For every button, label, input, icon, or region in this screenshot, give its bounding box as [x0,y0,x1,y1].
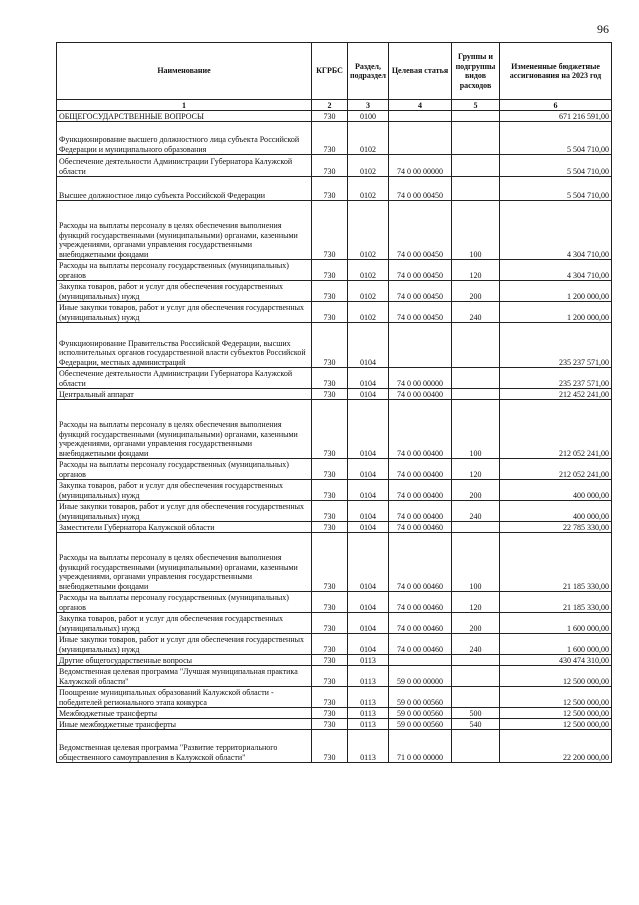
table-row [57,501,612,522]
cell-sum: 1 200 000,00 [500,281,612,302]
cell-name: Расходы на выплаты персоналу в целях обеспечения выполнения функций государственными (муниципальными) органами, казенными учреждениями, органами управления государственными внебюджетными фондами [57,400,312,459]
cell-vid [452,522,500,533]
cell-razdel: 0102 [348,260,389,281]
cell-sum: 430 474 310,00 [500,655,612,666]
cell-sum: 22 200 000,00 [500,730,612,763]
cell-vid [452,111,500,122]
cell-kgrbs: 730 [312,389,348,400]
cell-name: Обеспечение деятельности Администрации Губернатора Калужской области [57,368,312,389]
table-row [57,368,612,389]
cell-sum: 4 304 710,00 [500,260,612,281]
cell-name: Иные закупки товаров, работ и услуг для обеспечения государственных (муниципальных) нужд [57,501,312,522]
cell-name: Ведомственная целевая программа "Развитие территориального общественного самоуправления в Калужской области" [57,730,312,763]
table-row [57,111,612,122]
cell-cel: 74 0 00 00460 [389,634,452,655]
cell-razdel: 0113 [348,719,389,730]
table-row [57,480,612,501]
cell-vid: 200 [452,281,500,302]
cell-sum: 400 000,00 [500,501,612,522]
cell-name: Другие общегосударственные вопросы [57,655,312,666]
cell-sum: 5 504 710,00 [500,155,612,177]
table-row [57,719,612,730]
cell-cel: 74 0 00 00450 [389,281,452,302]
cell-kgrbs: 730 [312,302,348,323]
cell-razdel: 0104 [348,533,389,592]
cell-name: Закупка товаров, работ и услуг для обеспечения государственных (муниципальных) нужд [57,480,312,501]
cell-razdel: 0104 [348,459,389,480]
cell-sum: 212 052 241,00 [500,459,612,480]
cell-vid: 120 [452,592,500,613]
cell-razdel: 0104 [348,522,389,533]
cell-name: Ведомственная целевая программа "Лучшая муниципальная практика Калужской области" [57,666,312,687]
cell-cel: 74 0 00 00400 [389,480,452,501]
cell-name: Расходы на выплаты персоналу государственных (муниципальных) органов [57,459,312,480]
cell-razdel: 0113 [348,655,389,666]
table-row [57,302,612,323]
header-razdel: Раздел, подраздел [348,43,389,100]
cell-kgrbs: 730 [312,177,348,201]
cell-sum: 235 237 571,00 [500,368,612,389]
cell-razdel: 0102 [348,281,389,302]
cell-vid [452,177,500,201]
header-name: Наименование [57,43,312,100]
table-row [57,522,612,533]
cell-cel: 74 0 00 00000 [389,155,452,177]
cell-sum: 212 052 241,00 [500,400,612,459]
cell-cel [389,655,452,666]
cell-cel: 71 0 00 00000 [389,730,452,763]
cell-vid: 200 [452,480,500,501]
cell-kgrbs: 730 [312,613,348,634]
cell-sum: 12 500 000,00 [500,708,612,719]
column-number: 5 [452,100,500,111]
cell-kgrbs: 730 [312,730,348,763]
column-number: 4 [389,100,452,111]
cell-razdel: 0104 [348,592,389,613]
cell-kgrbs: 730 [312,201,348,260]
cell-vid [452,389,500,400]
cell-vid [452,155,500,177]
cell-vid [452,666,500,687]
cell-vid: 240 [452,634,500,655]
table-row [57,730,612,763]
cell-sum: 1 600 000,00 [500,613,612,634]
cell-vid: 100 [452,533,500,592]
cell-vid [452,687,500,708]
table-row [57,533,612,592]
cell-kgrbs: 730 [312,719,348,730]
cell-sum: 21 185 330,00 [500,533,612,592]
cell-name: Функционирование Правительства Российской Федерации, высших исполнительных органов государственной власти субъектов Российской Федерации, местных администраций [57,323,312,368]
cell-razdel: 0100 [348,111,389,122]
cell-sum: 1 600 000,00 [500,634,612,655]
table-row [57,260,612,281]
cell-name: Обеспечение деятельности Администрации Губернатора Калужской области [57,155,312,177]
cell-vid: 200 [452,613,500,634]
cell-razdel: 0102 [348,201,389,260]
cell-razdel: 0102 [348,302,389,323]
cell-name: Расходы на выплаты персоналу в целях обеспечения выполнения функций государственными (муниципальными) органами, казенными учреждениями, органами управления государственными внебюджетными фондами [57,201,312,260]
cell-cel: 74 0 00 00460 [389,522,452,533]
cell-kgrbs: 730 [312,533,348,592]
cell-cel: 59 0 00 00560 [389,719,452,730]
cell-sum: 235 237 571,00 [500,323,612,368]
cell-cel: 74 0 00 00450 [389,260,452,281]
cell-razdel: 0102 [348,122,389,155]
cell-kgrbs: 730 [312,480,348,501]
cell-kgrbs: 730 [312,459,348,480]
table-row [57,122,612,155]
cell-name: Заместители Губернатора Калужской области [57,522,312,533]
cell-kgrbs: 730 [312,592,348,613]
cell-vid: 120 [452,459,500,480]
page-number: 96 [597,22,609,36]
cell-sum: 671 216 591,00 [500,111,612,122]
cell-razdel: 0104 [348,323,389,368]
table-row [57,592,612,613]
cell-razdel: 0104 [348,368,389,389]
cell-vid [452,122,500,155]
column-number-row [57,100,612,111]
header-kgrbs: КГРБС [312,43,348,100]
table-row [57,687,612,708]
cell-sum: 212 452 241,00 [500,389,612,400]
header-cel: Целевая статья [389,43,452,100]
cell-kgrbs: 730 [312,634,348,655]
cell-kgrbs: 730 [312,260,348,281]
column-number: 1 [57,100,312,111]
cell-name: Иные межбюджетные трансферты [57,719,312,730]
cell-kgrbs: 730 [312,368,348,389]
cell-kgrbs: 730 [312,400,348,459]
cell-vid [452,368,500,389]
table-row [57,177,612,201]
cell-name: Расходы на выплаты персоналу в целях обеспечения выполнения функций государственными (муниципальными) органами, казенными учреждениями, органами управления государственными внебюджетными фондами [57,533,312,592]
cell-kgrbs: 730 [312,655,348,666]
header-vid: Группы и подгруппы видов расходов [452,43,500,100]
cell-razdel: 0113 [348,730,389,763]
cell-name: Межбюджетные трансферты [57,708,312,719]
cell-cel [389,122,452,155]
cell-kgrbs: 730 [312,323,348,368]
cell-vid [452,323,500,368]
cell-vid: 100 [452,201,500,260]
cell-cel: 74 0 00 00450 [389,302,452,323]
cell-razdel: 0104 [348,634,389,655]
cell-name: Закупка товаров, работ и услуг для обеспечения государственных (муниципальных) нужд [57,613,312,634]
cell-cel: 74 0 00 00000 [389,368,452,389]
cell-razdel: 0113 [348,687,389,708]
cell-sum: 12 500 000,00 [500,666,612,687]
cell-cel [389,111,452,122]
cell-kgrbs: 730 [312,708,348,719]
table-body [57,111,612,763]
cell-vid: 120 [452,260,500,281]
cell-sum: 12 500 000,00 [500,719,612,730]
cell-name: Высшее должностное лицо субъекта Российской Федерации [57,177,312,201]
cell-razdel: 0113 [348,666,389,687]
cell-kgrbs: 730 [312,501,348,522]
cell-vid: 540 [452,719,500,730]
cell-name: ОБЩЕГОСУДАРСТВЕННЫЕ ВОПРОСЫ [57,111,312,122]
column-number: 3 [348,100,389,111]
cell-cel: 74 0 00 00460 [389,592,452,613]
cell-kgrbs: 730 [312,155,348,177]
cell-name: Закупка товаров, работ и услуг для обеспечения государственных (муниципальных) нужд [57,281,312,302]
cell-kgrbs: 730 [312,111,348,122]
cell-sum: 400 000,00 [500,480,612,501]
cell-razdel: 0104 [348,480,389,501]
cell-razdel: 0104 [348,501,389,522]
table-row [57,459,612,480]
table-row [57,655,612,666]
cell-kgrbs: 730 [312,281,348,302]
cell-sum: 1 200 000,00 [500,302,612,323]
table-row [57,201,612,260]
cell-cel: 74 0 00 00450 [389,201,452,260]
cell-vid [452,655,500,666]
cell-kgrbs: 730 [312,122,348,155]
cell-sum: 5 504 710,00 [500,177,612,201]
cell-cel: 74 0 00 00460 [389,613,452,634]
cell-name: Иные закупки товаров, работ и услуг для обеспечения государственных (муниципальных) нужд [57,634,312,655]
cell-vid: 240 [452,501,500,522]
cell-sum: 12 500 000,00 [500,687,612,708]
cell-cel: 74 0 00 00460 [389,533,452,592]
cell-razdel: 0102 [348,155,389,177]
cell-sum: 5 504 710,00 [500,122,612,155]
cell-cel: 74 0 00 00400 [389,501,452,522]
cell-vid: 100 [452,400,500,459]
table-row [57,708,612,719]
cell-razdel: 0104 [348,613,389,634]
table-row [57,613,612,634]
cell-cel: 74 0 00 00400 [389,389,452,400]
table-row [57,400,612,459]
table-row [57,155,612,177]
cell-vid: 240 [452,302,500,323]
cell-vid [452,730,500,763]
cell-cel: 74 0 00 00400 [389,400,452,459]
cell-name: Поощрение муниципальных образований Калужской области - победителей регионального этапа конкурса [57,687,312,708]
cell-cel: 74 0 00 00400 [389,459,452,480]
column-number: 6 [500,100,612,111]
cell-name: Иные закупки товаров, работ и услуг для обеспечения государственных (муниципальных) нужд [57,302,312,323]
cell-cel: 74 0 00 00450 [389,177,452,201]
cell-sum: 22 785 330,00 [500,522,612,533]
cell-name: Функционирование высшего должностного лица субъекта Российской Федерации и муниципального образования [57,122,312,155]
budget-table [56,42,612,763]
cell-razdel: 0104 [348,400,389,459]
cell-name: Расходы на выплаты персоналу государственных (муниципальных) органов [57,260,312,281]
cell-vid: 500 [452,708,500,719]
table-row [57,666,612,687]
header-sum: Измененные бюджетные ассигнования на 2023 год [500,43,612,100]
cell-kgrbs: 730 [312,687,348,708]
table-row [57,323,612,368]
cell-sum: 21 185 330,00 [500,592,612,613]
cell-cel [389,323,452,368]
header-row [57,43,612,100]
cell-cel: 59 0 00 00560 [389,687,452,708]
cell-razdel: 0102 [348,177,389,201]
cell-cel: 59 0 00 00000 [389,666,452,687]
cell-kgrbs: 730 [312,666,348,687]
cell-kgrbs: 730 [312,522,348,533]
cell-name: Центральный аппарат [57,389,312,400]
table-row [57,389,612,400]
table-row [57,281,612,302]
table-row [57,634,612,655]
cell-razdel: 0104 [348,389,389,400]
cell-cel: 59 0 00 00560 [389,708,452,719]
cell-sum: 4 304 710,00 [500,201,612,260]
cell-name: Расходы на выплаты персоналу государственных (муниципальных) органов [57,592,312,613]
cell-razdel: 0113 [348,708,389,719]
column-number: 2 [312,100,348,111]
